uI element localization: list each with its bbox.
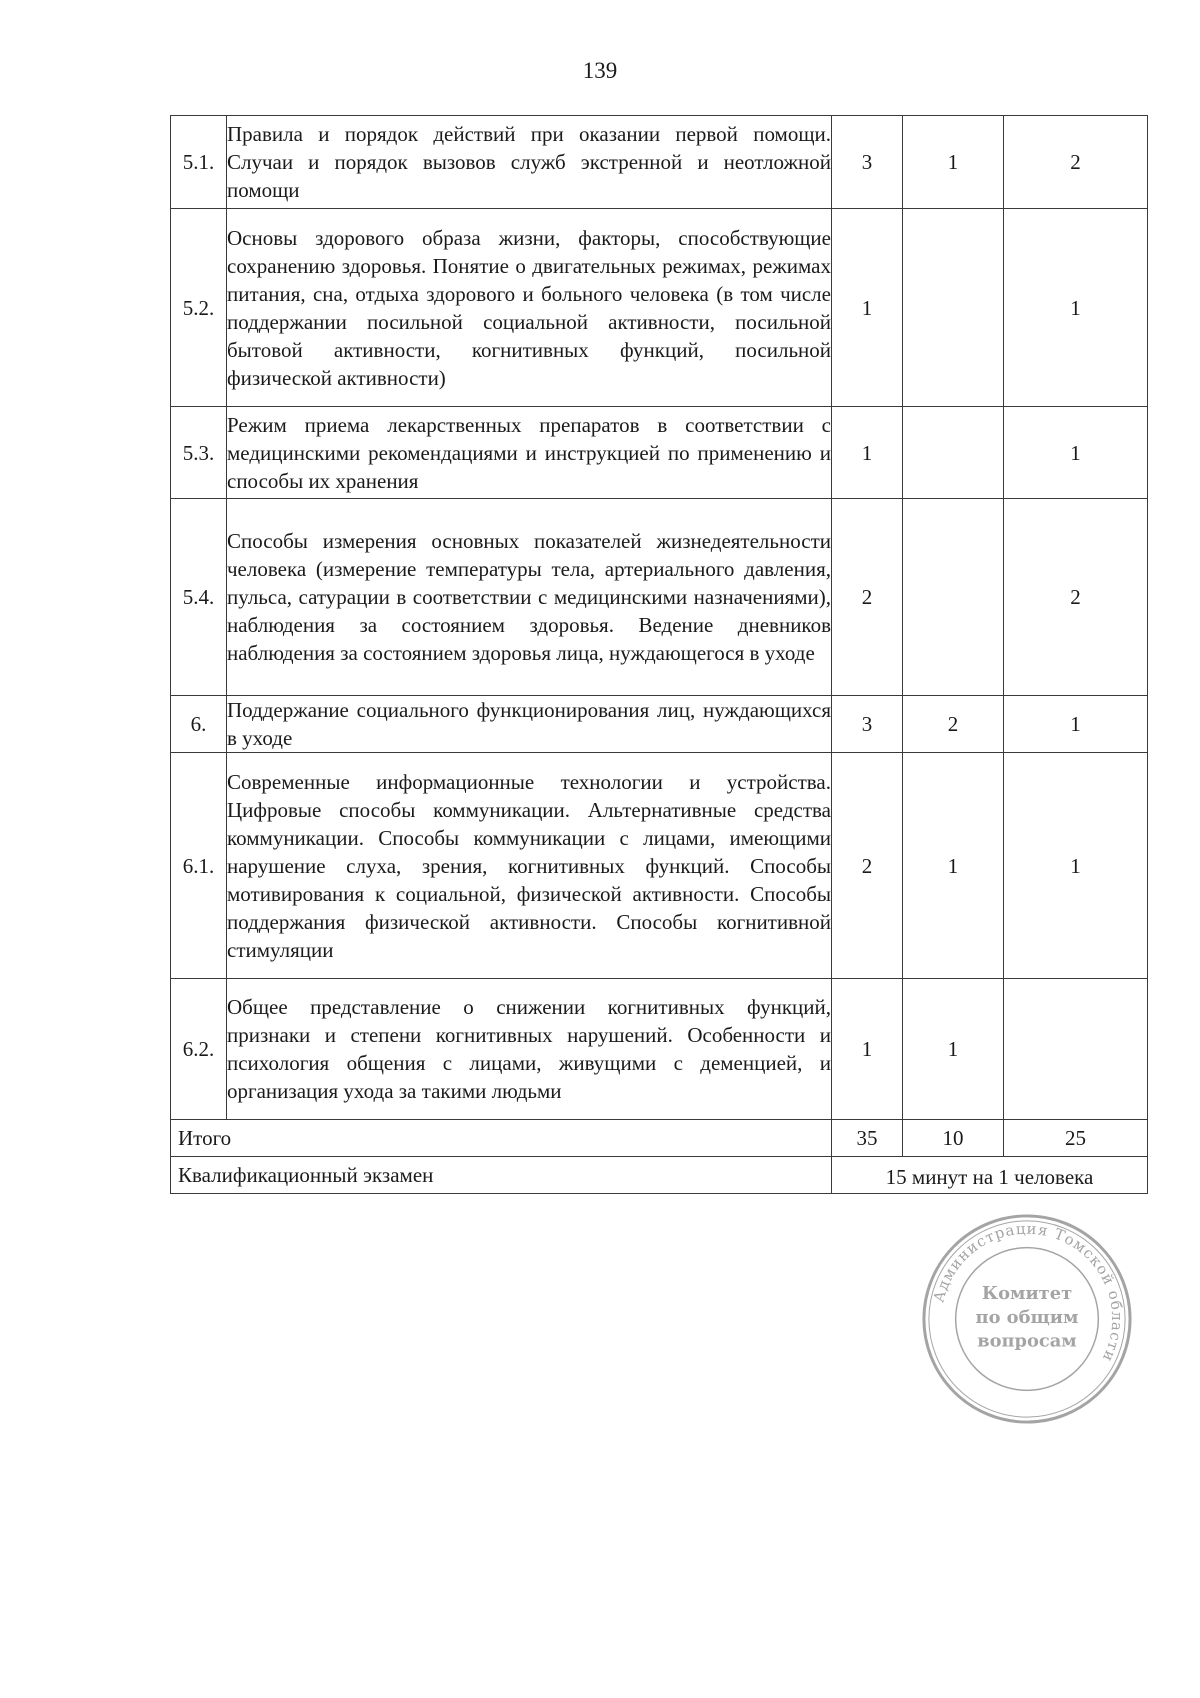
table-row xyxy=(171,499,1148,696)
row-practice-hours: 1 xyxy=(1004,407,1148,499)
row-practice-hours: 2 xyxy=(1004,116,1148,209)
seal-center-line-2: по общим xyxy=(975,1306,1079,1328)
exam-duration: 15 минут на 1 человека xyxy=(832,1157,1148,1194)
row-topic: Современные информационные технологии и устройства. Цифровые способы коммуникации. Альтернативные средства коммуникации. Способы коммуникации с лицами, имеющими нарушение слуха, зрения, когнитивных функций. Способы мотивирования к социальной, физической активности. Способы поддержания физической активности. Способы когнитивной стимуляции xyxy=(227,753,832,979)
official-seal xyxy=(918,1210,1136,1428)
table-row xyxy=(171,696,1148,753)
row-theory-hours: 2 xyxy=(903,696,1004,753)
row-practice-hours: 1 xyxy=(1004,753,1148,979)
row-number: 5.3. xyxy=(171,407,227,499)
seal-center-line-3: вопросам xyxy=(977,1330,1077,1352)
row-number: 6.1. xyxy=(171,753,227,979)
table-row xyxy=(171,407,1148,499)
total-theory-hours: 10 xyxy=(903,1120,1004,1157)
row-number: 5.2. xyxy=(171,209,227,407)
seal-center-line-1: Комитет xyxy=(981,1283,1073,1305)
row-theory-hours: 1 xyxy=(903,116,1004,209)
row-topic: Общее представление о снижении когнитивных функций, признаки и степени когнитивных нарушений. Особенности и психология общения с лицами, живущими с деменцией, и организация ухода за такими людьми xyxy=(227,979,832,1120)
total-row xyxy=(171,1120,1148,1157)
table-row xyxy=(171,979,1148,1120)
seal-ring-text: Администрация Томской области xyxy=(929,1219,1127,1366)
row-total-hours: 1 xyxy=(832,407,903,499)
row-theory-hours xyxy=(903,407,1004,499)
row-total-hours: 2 xyxy=(832,753,903,979)
total-hours: 35 xyxy=(832,1120,903,1157)
row-total-hours: 1 xyxy=(832,979,903,1120)
row-number: 5.4. xyxy=(171,499,227,696)
row-topic: Поддержание социального функционирования лиц, нуждающихся в уходе xyxy=(227,696,832,753)
row-total-hours: 1 xyxy=(832,209,903,407)
row-theory-hours: 1 xyxy=(903,979,1004,1120)
row-total-hours: 3 xyxy=(832,116,903,209)
curriculum-table xyxy=(170,115,1148,1194)
row-number: 5.1. xyxy=(171,116,227,209)
row-topic: Способы измерения основных показателей жизнедеятельности человека (измерение температуры тела, артериального давления, пульса, сатурации в соответствии с медицинскими назначениями), наблюдения за состоянием здоровья. Ведение дневников наблюдения за состоянием здоровья лица, нуждающегося в уходе xyxy=(227,499,832,696)
row-practice-hours: 1 xyxy=(1004,696,1148,753)
row-total-hours: 3 xyxy=(832,696,903,753)
row-total-hours: 2 xyxy=(832,499,903,696)
row-theory-hours: 1 xyxy=(903,753,1004,979)
row-number: 6. xyxy=(171,696,227,753)
row-practice-hours: 2 xyxy=(1004,499,1148,696)
row-topic: Режим приема лекарственных препаратов в соответствии с медицинскими рекомендациями и инструкцией по применению и способы их хранения xyxy=(227,407,832,499)
row-theory-hours xyxy=(903,499,1004,696)
row-practice-hours: 1 xyxy=(1004,209,1148,407)
row-topic: Основы здорового образа жизни, факторы, способствующие сохранению здоровья. Понятие о двигательных режимах, режимах питания, сна, отдыха здорового и больного человека (в том числе поддержании посильной социальной активности, посильной бытовой активности, когнитивных функций, посильной физической активности) xyxy=(227,209,832,407)
row-theory-hours xyxy=(903,209,1004,407)
total-practice-hours: 25 xyxy=(1004,1120,1148,1157)
row-number: 6.2. xyxy=(171,979,227,1120)
table-row xyxy=(171,116,1148,209)
total-label: Итого xyxy=(171,1120,832,1157)
page-number: 139 xyxy=(582,58,618,83)
row-practice-hours xyxy=(1004,979,1148,1120)
exam-row xyxy=(171,1157,1148,1194)
row-topic: Правила и порядок действий при оказании первой помощи. Случаи и порядок вызовов служб экстренной и неотложной помощи xyxy=(227,116,832,209)
exam-label: Квалификационный экзамен xyxy=(171,1157,832,1194)
table-row xyxy=(171,753,1148,979)
table-row xyxy=(171,209,1148,407)
